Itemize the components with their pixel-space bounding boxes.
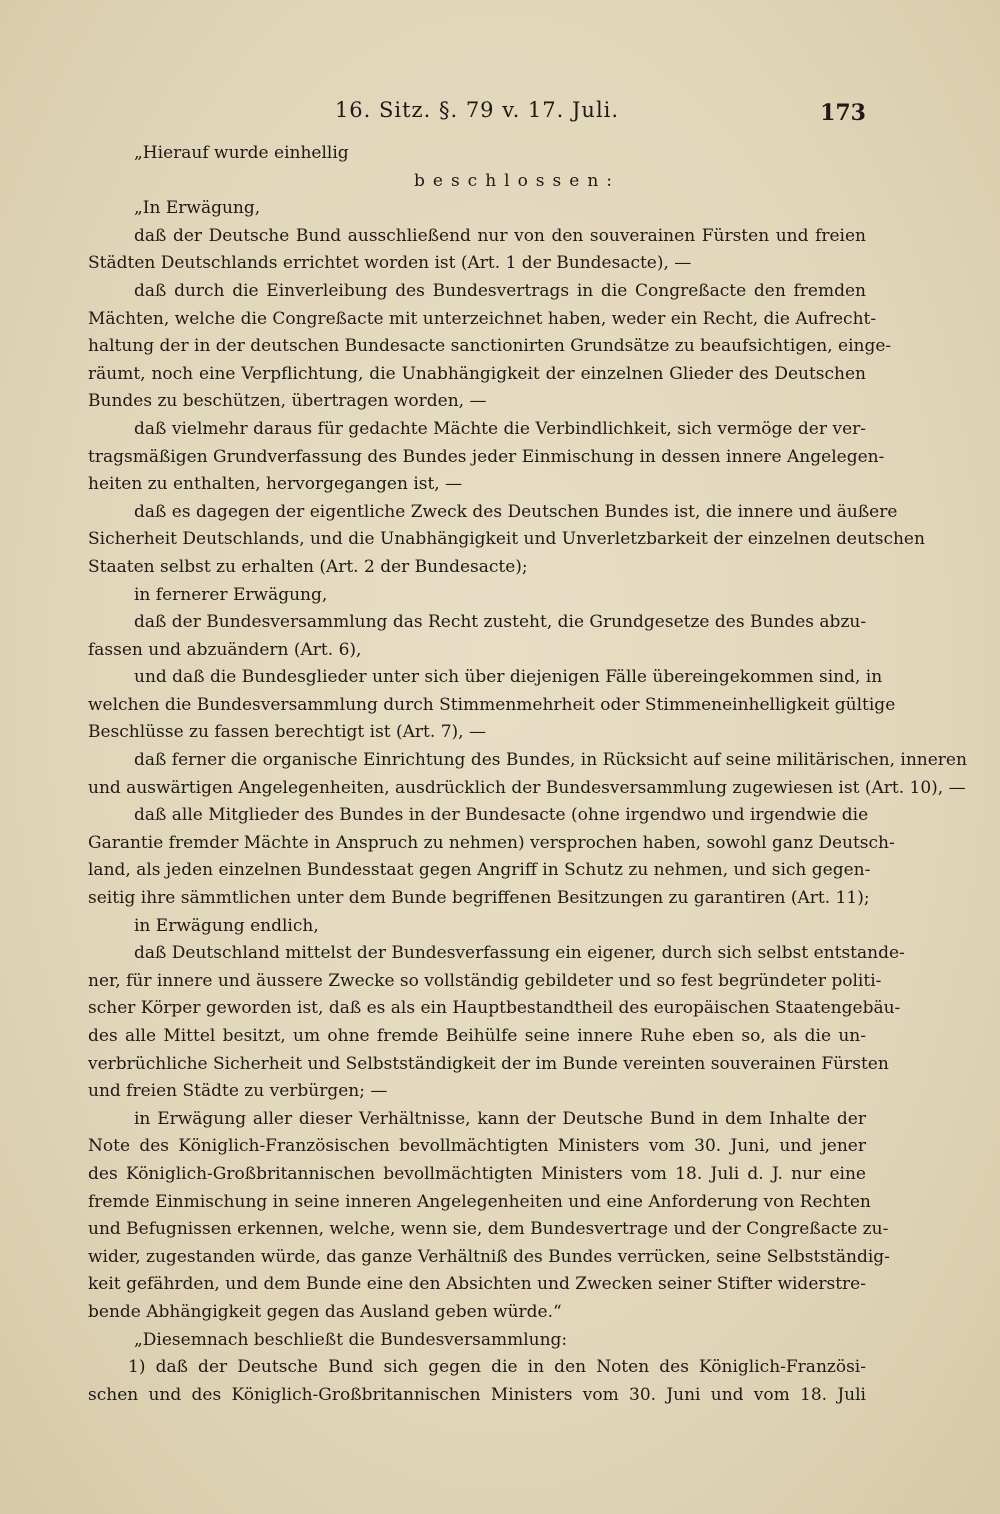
text-line: daß der Bundesversammlung das Recht zusteht, die Grundgesetze des Bundes abzu- bbox=[134, 612, 867, 633]
text-line: „In Erwägung, bbox=[134, 198, 261, 219]
text-line: keit gefährden, und dem Bunde eine den Absichten und Zwecken seiner Stifter widerstre- bbox=[88, 1274, 866, 1295]
text-line: Beschlüsse zu fassen berechtigt ist (Art. 7), — bbox=[88, 722, 486, 743]
text-line: land, als jeden einzelnen Bundesstaat gegen Angriff in Schutz zu nehmen, und sich gegen- bbox=[88, 860, 871, 881]
text-line: „Hierauf wurde einhellig bbox=[134, 143, 349, 163]
text-line: Mächten, welche die Congreßacte mit unterzeichnet haben, weder ein Recht, die Aufrecht- bbox=[88, 308, 877, 329]
text-line: „Diesemnach beschließt die Bundesversammlung: bbox=[134, 1329, 568, 1350]
text-line: Garantie fremder Mächte in Anspruch zu nehmen) versprochen haben, sowohl ganz Deutsch- bbox=[88, 832, 895, 853]
text-line: fremde Einmischung in seine inneren Angelegenheiten und eine Anforderung von Rechten bbox=[88, 1191, 871, 1212]
text-line: Bundes zu beschützen, übertragen worden, — bbox=[88, 391, 487, 412]
text-line: daß der Deutsche Bund ausschließend nur von den souverainen Fürsten und freien bbox=[134, 225, 866, 246]
text-line: wider, zugestanden würde, das ganze Verhältniß des Bundes verrücken, seine Selbstständig- bbox=[88, 1246, 890, 1267]
text-line: daß es dagegen der eigentliche Zweck des Deutschen Bundes ist, die innere und äußere bbox=[134, 501, 898, 522]
text-line: welchen die Bundesversammlung durch Stimmenmehrheit oder Stimmeneinhelligkeit gültige bbox=[88, 694, 896, 715]
text-line: räumt, noch eine Verpflichtung, die Unabhängigkeit der einzelnen Glieder des Deutschen bbox=[88, 363, 866, 384]
text-line: haltung der in der deutschen Bundesacte sanctionirten Grundsätze zu beaufsichtigen, einge- bbox=[88, 336, 892, 357]
text-line: bende Abhängigkeit gegen das Ausland geben würde.“ bbox=[88, 1301, 562, 1322]
text-line: verbrüchliche Sicherheit und Selbstständigkeit der im Bunde vereinten souverainen Fürsten bbox=[88, 1053, 889, 1074]
text-line: Sicherheit Deutschlands, und die Unabhängigkeit und Unverletzbarkeit der einzelnen deutschen bbox=[88, 529, 925, 550]
page-header bbox=[88, 98, 866, 132]
text-line: seitig ihre sämmtlichen unter dem Bunde begriffenen Besitzungen zu garantiren (Art. 11); bbox=[88, 888, 870, 909]
text-line: scher Körper geworden ist, daß es als ein Hauptbestandtheil des europäischen Staatengebäu- bbox=[88, 998, 901, 1019]
text-line: Städten Deutschlands errichtet worden ist (Art. 1 der Bundesacte), — bbox=[88, 253, 692, 274]
text-line: daß durch die Einverleibung des Bundesvertrags in die Congreßacte den fremden bbox=[134, 280, 866, 301]
text-line: und auswärtigen Angelegenheiten, ausdrücklich der Bundesversammlung zugewiesen ist (Art. 10), — bbox=[88, 777, 966, 798]
text-line: beschlossen: bbox=[414, 170, 620, 191]
text-line: in Erwägung aller dieser Verhältnisse, kann der Deutsche Bund in dem Inhalte der bbox=[134, 1108, 866, 1129]
text-line: des alle Mittel besitzt, um ohne fremde Beihülfe seine innere Ruhe eben so, als die un- bbox=[88, 1026, 866, 1046]
text-line: daß alle Mitglieder des Bundes in der Bundesacte (ohne irgendwo und irgendwie die bbox=[134, 805, 869, 826]
text-line: und daß die Bundesglieder unter sich über diejenigen Fälle übereingekommen sind, in bbox=[134, 667, 883, 688]
page-number: 173 bbox=[820, 100, 866, 126]
text-line: ner, für innere und äussere Zwecke so vollständig gebildeter und so fest begründeter politi- bbox=[88, 970, 882, 991]
text-line: schen und des Königlich-Großbritannischen Ministers vom 30. Juni und vom 18. Juli bbox=[88, 1384, 866, 1405]
text-line: fassen und abzuändern (Art. 6), bbox=[88, 639, 362, 660]
text-line: daß Deutschland mittelst der Bundesverfassung ein eigener, durch sich selbst entstande- bbox=[134, 943, 905, 964]
text-line: und freien Städte zu verbürgen; — bbox=[88, 1081, 388, 1102]
text-line: Staaten selbst zu erhalten (Art. 2 der Bundesacte); bbox=[88, 556, 528, 577]
text-line: des Königlich-Großbritannischen bevollmächtigten Ministers vom 18. Juli d. J. nur eine bbox=[88, 1163, 866, 1184]
text-line: daß ferner die organische Einrichtung des Bundes, in Rücksicht auf seine militärischen, inneren bbox=[134, 750, 967, 771]
text-line: Note des Königlich-Französischen bevollmächtigten Ministers vom 30. Juni, und jener bbox=[88, 1136, 866, 1157]
text-line: tragsmäßigen Grundverfassung des Bundes jeder Einmischung in dessen innere Angelegen- bbox=[88, 446, 885, 467]
text-line: daß vielmehr daraus für gedachte Mächte die Verbindlichkeit, sich vermöge der ver- bbox=[134, 418, 866, 439]
text-line: und Befugnissen erkennen, welche, wenn sie, dem Bundesvertrage und der Congreßacte zu- bbox=[88, 1219, 889, 1240]
text-line: heiten zu enthalten, hervorgegangen ist, — bbox=[88, 474, 463, 495]
text-line: in Erwägung endlich, bbox=[134, 915, 319, 936]
body-text bbox=[88, 140, 967, 1409]
text-line: in fernerer Erwägung, bbox=[134, 584, 328, 605]
running-head: 16. Sitz. §. 79 v. 17. Juli. bbox=[334, 98, 620, 122]
text-line: 1) daß der Deutsche Bund sich gegen die in den Noten des Königlich-Französi- bbox=[128, 1357, 866, 1378]
